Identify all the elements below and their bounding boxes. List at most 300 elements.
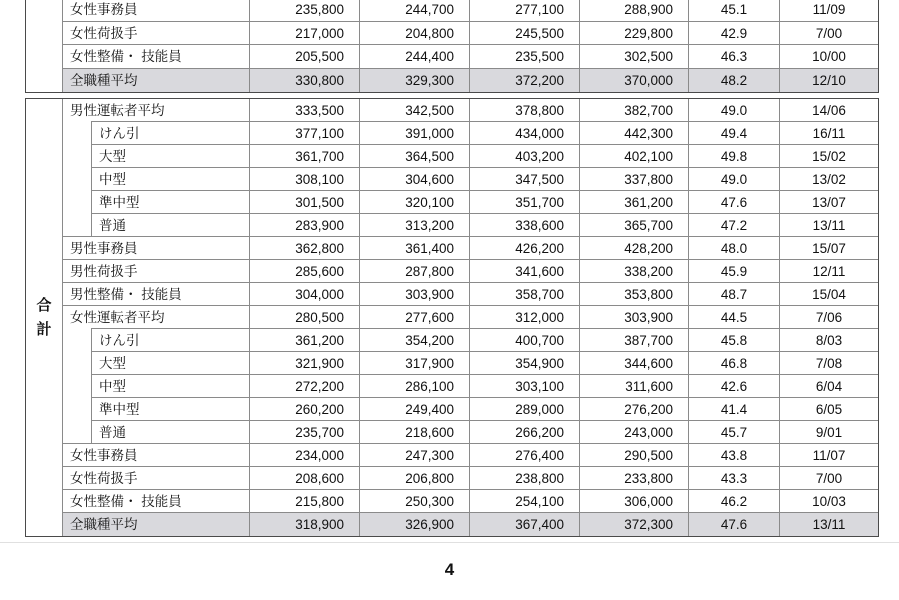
- tenure-value-cell: [779, 168, 878, 191]
- occupation-label-cell: [63, 214, 249, 237]
- wage-value-cell: [469, 352, 579, 375]
- wage-value-cell: [469, 398, 579, 421]
- wage-value-cell: [249, 467, 359, 490]
- age-value-cell: [688, 191, 779, 214]
- cell-value: 260,200: [295, 401, 344, 417]
- cell-value: 341,600: [515, 263, 564, 279]
- occupation-label: 準中型: [99, 194, 140, 210]
- cell-value: 266,200: [515, 424, 564, 440]
- value-cells: [249, 237, 878, 260]
- age-value-cell: [688, 168, 779, 191]
- table-row: [63, 145, 878, 168]
- value-cells: [249, 375, 878, 398]
- cell-value: 303,900: [405, 286, 454, 302]
- cell-value: 301,500: [295, 194, 344, 210]
- value-cells: [249, 352, 878, 375]
- wage-value-cell: [579, 283, 688, 306]
- cell-value: 367,400: [515, 516, 564, 532]
- wage-value-cell: [359, 99, 469, 122]
- value-cells: [249, 214, 878, 237]
- wage-value-cell: [359, 22, 469, 46]
- wage-value-cell: [359, 467, 469, 490]
- wage-value-cell: [359, 191, 469, 214]
- wage-value-cell: [579, 260, 688, 283]
- wage-value-cell: [469, 444, 579, 467]
- wage-value-cell: [359, 421, 469, 444]
- cell-value: 387,700: [624, 332, 673, 348]
- tenure-value-cell: [779, 375, 878, 398]
- cell-value: 215,800: [295, 493, 344, 509]
- wage-value-cell: [249, 490, 359, 513]
- cell-value: 361,400: [405, 240, 454, 256]
- wage-value-cell: [469, 191, 579, 214]
- wage-value-cell: [579, 145, 688, 168]
- cell-value: 287,800: [405, 263, 454, 279]
- occupation-label-cell: [63, 352, 249, 375]
- wage-value-cell: [249, 168, 359, 191]
- tenure-value-cell: [779, 260, 878, 283]
- wage-value-cell: [249, 99, 359, 122]
- cell-value: 6/04: [815, 378, 843, 394]
- occupation-label-cell: [63, 329, 249, 352]
- wage-value-cell: [359, 398, 469, 421]
- cell-value: 41.4: [720, 401, 748, 417]
- cell-value: 372,300: [624, 516, 673, 532]
- cell-value: 7/00: [815, 25, 843, 41]
- cell-value: 333,500: [295, 102, 344, 118]
- cell-value: 338,200: [624, 263, 673, 279]
- cell-value: 313,200: [405, 217, 454, 233]
- table-row: [63, 191, 878, 214]
- cell-value: 304,000: [295, 286, 344, 302]
- cell-value: 312,000: [515, 309, 564, 325]
- occupation-label-cell: [63, 513, 249, 536]
- wage-value-cell: [579, 421, 688, 444]
- occupation-label-cell: [63, 99, 249, 122]
- tenure-value-cell: [779, 214, 878, 237]
- cell-value: 11/09: [812, 2, 846, 17]
- cell-value: 358,700: [515, 286, 564, 302]
- value-cells: [249, 421, 878, 444]
- tenure-value-cell: [779, 513, 878, 536]
- wage-value-cell: [249, 22, 359, 46]
- age-value-cell: [688, 513, 779, 536]
- cell-value: 285,600: [295, 263, 344, 279]
- wage-value-cell: [249, 45, 359, 69]
- wage-value-cell: [249, 352, 359, 375]
- occupation-label-cell: [63, 191, 249, 214]
- cell-value: 302,500: [624, 49, 673, 64]
- wage-value-cell: [469, 490, 579, 513]
- cell-value: 208,600: [295, 470, 344, 486]
- value-cells: [249, 260, 878, 283]
- table-row: [63, 352, 878, 375]
- wage-value-cell: [469, 0, 579, 22]
- age-value-cell: [688, 237, 779, 260]
- cell-value: 306,000: [624, 493, 673, 509]
- wage-value-cell: [359, 168, 469, 191]
- cell-value: 391,000: [405, 125, 454, 141]
- cell-value: 42.6: [720, 378, 748, 394]
- age-value-cell: [688, 69, 779, 93]
- wage-value-cell: [579, 467, 688, 490]
- cell-value: 7/00: [815, 470, 843, 486]
- cell-value: 217,000: [295, 25, 344, 41]
- cell-value: 403,200: [515, 148, 564, 164]
- tenure-value-cell: [779, 45, 878, 69]
- cell-value: 47.2: [720, 217, 748, 233]
- wage-value-cell: [579, 398, 688, 421]
- cell-value: 351,700: [515, 194, 564, 210]
- cell-value: 6/05: [815, 401, 843, 417]
- cell-value: 303,900: [624, 309, 673, 325]
- value-cells: [249, 467, 878, 490]
- cell-value: 303,100: [515, 378, 564, 394]
- age-value-cell: [688, 444, 779, 467]
- age-value-cell: [688, 260, 779, 283]
- wage-value-cell: [359, 490, 469, 513]
- wage-value-cell: [579, 513, 688, 536]
- cell-value: 244,700: [405, 2, 454, 17]
- wage-value-cell: [249, 375, 359, 398]
- wage-value-cell: [249, 306, 359, 329]
- cell-value: 45.9: [720, 263, 748, 279]
- occupation-label-cell: [63, 490, 249, 513]
- age-value-cell: [688, 45, 779, 69]
- cell-value: 234,000: [295, 447, 344, 463]
- wage-value-cell: [359, 237, 469, 260]
- tenure-value-cell: [779, 237, 878, 260]
- table-section-total: [25, 98, 879, 537]
- sub-group-border: [91, 352, 92, 375]
- wage-value-cell: [469, 260, 579, 283]
- value-cells: [249, 398, 878, 421]
- cell-value: 13/02: [812, 171, 846, 187]
- table-section-top: [25, 0, 879, 93]
- occupation-label-cell: [63, 122, 249, 145]
- cell-value: 361,200: [295, 332, 344, 348]
- cell-value: 250,300: [405, 493, 454, 509]
- cell-value: 365,700: [624, 217, 673, 233]
- occupation-label: 男性運転者平均: [70, 102, 165, 118]
- value-cells: [249, 191, 878, 214]
- table-row: [63, 168, 878, 191]
- sub-group-border: [91, 122, 92, 145]
- wage-value-cell: [469, 421, 579, 444]
- value-cells: [249, 45, 878, 69]
- table-row: [63, 237, 878, 260]
- wage-value-cell: [469, 513, 579, 536]
- age-value-cell: [688, 306, 779, 329]
- age-value-cell: [688, 329, 779, 352]
- cell-value: 13/11: [812, 217, 846, 233]
- cell-value: 12/10: [812, 72, 846, 88]
- wage-value-cell: [469, 45, 579, 69]
- wage-value-cell: [469, 306, 579, 329]
- value-cells: [249, 283, 878, 306]
- occupation-label: 男性事務員: [70, 240, 138, 256]
- wage-value-cell: [359, 306, 469, 329]
- cell-value: 382,700: [624, 102, 673, 118]
- cell-value: 353,800: [624, 286, 673, 302]
- wage-value-cell: [469, 283, 579, 306]
- cell-value: 45.8: [720, 332, 748, 348]
- cell-value: 43.8: [720, 447, 748, 463]
- occupation-label: 男性荷扱手: [70, 263, 138, 279]
- cell-value: 49.4: [720, 125, 748, 141]
- table-row: [63, 490, 878, 513]
- sub-group-border: [91, 168, 92, 191]
- cell-value: 235,500: [515, 49, 564, 64]
- table-row: [63, 398, 878, 421]
- wage-value-cell: [249, 444, 359, 467]
- occupation-label: 普通: [99, 217, 126, 233]
- wage-value-cell: [249, 329, 359, 352]
- table-row: [63, 513, 878, 536]
- cell-value: 49.0: [720, 102, 748, 118]
- cell-value: 9/01: [815, 424, 843, 440]
- cell-value: 342,500: [405, 102, 454, 118]
- sub-group-border: [91, 191, 92, 214]
- wage-value-cell: [469, 145, 579, 168]
- sub-group-border: [91, 329, 92, 352]
- table-row: [63, 375, 878, 398]
- wage-value-cell: [579, 352, 688, 375]
- cell-value: 277,100: [515, 2, 564, 17]
- occupation-label: 女性運転者平均: [70, 309, 165, 325]
- wage-value-cell: [579, 69, 688, 93]
- cell-value: 11/07: [812, 447, 846, 463]
- wage-value-cell: [249, 191, 359, 214]
- age-value-cell: [688, 283, 779, 306]
- cell-value: 311,600: [625, 378, 673, 394]
- cell-value: 400,700: [515, 332, 564, 348]
- wage-value-cell: [359, 0, 469, 22]
- tenure-value-cell: [779, 467, 878, 490]
- occupation-label-cell: [63, 260, 249, 283]
- occupation-label-cell: [63, 69, 249, 93]
- table-rows: [63, 0, 878, 92]
- page-edge-line: [0, 542, 899, 543]
- table-row: [63, 122, 878, 145]
- wage-value-cell: [359, 329, 469, 352]
- cell-value: 354,900: [515, 355, 564, 371]
- cell-value: 318,900: [295, 516, 344, 532]
- cell-value: 235,800: [295, 2, 344, 17]
- wage-value-cell: [249, 69, 359, 93]
- table-row: [63, 45, 878, 69]
- value-cells: [249, 329, 878, 352]
- cell-value: 276,400: [515, 447, 564, 463]
- wage-value-cell: [249, 260, 359, 283]
- cell-value: 235,700: [295, 424, 344, 440]
- cell-value: 10/00: [812, 49, 846, 64]
- occupation-label: 女性整備・ 技能員: [70, 49, 182, 64]
- sub-group-border: [91, 375, 92, 398]
- sub-group-border: [91, 214, 92, 237]
- value-cells: [249, 0, 878, 22]
- table-row: [63, 260, 878, 283]
- cell-value: 289,000: [515, 401, 564, 417]
- group-label-char: 計: [36, 321, 52, 338]
- tenure-value-cell: [779, 490, 878, 513]
- occupation-label: 女性整備・ 技能員: [70, 493, 182, 509]
- cell-value: 46.8: [720, 355, 748, 371]
- value-cells: [249, 306, 878, 329]
- wage-value-cell: [249, 421, 359, 444]
- cell-value: 288,900: [624, 2, 673, 17]
- occupation-label: 男性整備・ 技能員: [70, 286, 182, 302]
- wage-value-cell: [579, 122, 688, 145]
- table-row: [63, 421, 878, 444]
- occupation-label-cell: [63, 375, 249, 398]
- occupation-label: 全職種平均: [70, 516, 138, 532]
- wage-value-cell: [359, 145, 469, 168]
- sub-group-border: [91, 398, 92, 421]
- wage-value-cell: [359, 69, 469, 93]
- age-value-cell: [688, 0, 779, 22]
- cell-value: 361,200: [624, 194, 673, 210]
- cell-value: 330,800: [295, 72, 344, 88]
- wage-value-cell: [579, 214, 688, 237]
- cell-value: 283,900: [295, 217, 344, 233]
- cell-value: 329,300: [405, 72, 454, 88]
- tenure-value-cell: [779, 191, 878, 214]
- wage-value-cell: [579, 306, 688, 329]
- wage-value-cell: [469, 467, 579, 490]
- wage-value-cell: [249, 122, 359, 145]
- age-value-cell: [688, 145, 779, 168]
- cell-value: 15/04: [812, 286, 846, 302]
- wage-value-cell: [579, 375, 688, 398]
- occupation-label-cell: [63, 306, 249, 329]
- cell-value: 205,500: [295, 49, 344, 64]
- tenure-value-cell: [779, 0, 878, 22]
- table-row: [63, 306, 878, 329]
- cell-value: 47.6: [720, 194, 748, 210]
- cell-value: 204,800: [405, 25, 454, 41]
- cell-value: 362,800: [295, 240, 344, 256]
- cell-value: 378,800: [515, 102, 564, 118]
- wage-value-cell: [359, 45, 469, 69]
- wage-value-cell: [249, 398, 359, 421]
- cell-value: 317,900: [405, 355, 454, 371]
- tenure-value-cell: [779, 145, 878, 168]
- wage-value-cell: [249, 513, 359, 536]
- table-rows: [63, 99, 878, 536]
- cell-value: 337,800: [624, 171, 673, 187]
- occupation-label: 全職種平均: [70, 72, 138, 88]
- cell-value: 377,100: [295, 125, 344, 141]
- cell-value: 276,200: [624, 401, 673, 417]
- value-cells: [249, 145, 878, 168]
- wage-value-cell: [249, 214, 359, 237]
- cell-value: 434,000: [515, 125, 564, 141]
- cell-value: 7/06: [815, 309, 843, 325]
- wage-value-cell: [469, 69, 579, 93]
- wage-value-cell: [359, 444, 469, 467]
- wage-value-cell: [469, 329, 579, 352]
- value-cells: [249, 168, 878, 191]
- value-cells: [249, 490, 878, 513]
- wage-value-cell: [579, 99, 688, 122]
- wage-value-cell: [359, 513, 469, 536]
- cell-value: 286,100: [405, 378, 454, 394]
- cell-value: 344,600: [624, 355, 673, 371]
- cell-value: 238,800: [515, 470, 564, 486]
- cell-value: 46.3: [720, 49, 748, 64]
- wage-value-cell: [579, 191, 688, 214]
- value-cells: [249, 22, 878, 46]
- value-cells: [249, 444, 878, 467]
- tenure-value-cell: [779, 329, 878, 352]
- age-value-cell: [688, 421, 779, 444]
- cell-value: 277,600: [405, 309, 454, 325]
- occupation-label: 女性事務員: [70, 447, 138, 463]
- wage-value-cell: [579, 490, 688, 513]
- occupation-label-cell: [63, 398, 249, 421]
- occupation-label: 準中型: [99, 401, 140, 417]
- cell-value: 47.6: [720, 516, 748, 532]
- occupation-label-cell: [63, 467, 249, 490]
- cell-value: 245,500: [515, 25, 564, 41]
- wage-value-cell: [359, 214, 469, 237]
- occupation-label-cell: [63, 45, 249, 69]
- cell-value: 426,200: [515, 240, 564, 256]
- cell-value: 320,100: [405, 194, 454, 210]
- table-row: [63, 467, 878, 490]
- group-label-cell: [26, 99, 63, 536]
- cell-value: 243,000: [624, 424, 673, 440]
- age-value-cell: [688, 352, 779, 375]
- value-cells: [249, 513, 878, 536]
- occupation-label-cell: [63, 421, 249, 444]
- cell-value: 48.2: [720, 72, 748, 88]
- wage-value-cell: [579, 329, 688, 352]
- tenure-value-cell: [779, 22, 878, 46]
- occupation-label: 普通: [99, 424, 126, 440]
- cell-value: 361,700: [295, 148, 344, 164]
- wage-value-cell: [359, 122, 469, 145]
- cell-value: 7/08: [815, 355, 843, 371]
- cell-value: 45.1: [720, 2, 748, 17]
- occupation-label: 中型: [99, 171, 126, 187]
- occupation-label: 大型: [99, 355, 126, 371]
- cell-value: 42.9: [720, 25, 748, 41]
- wage-value-cell: [249, 283, 359, 306]
- wage-value-cell: [579, 237, 688, 260]
- table-row: [63, 99, 878, 122]
- age-value-cell: [688, 398, 779, 421]
- wage-value-cell: [579, 22, 688, 46]
- cell-value: 233,800: [624, 470, 673, 486]
- wage-value-cell: [249, 237, 359, 260]
- cell-value: 354,200: [405, 332, 454, 348]
- cell-value: 48.0: [720, 240, 748, 256]
- cell-value: 321,900: [295, 355, 344, 371]
- cell-value: 442,300: [624, 125, 673, 141]
- occupation-label: けん引: [99, 332, 140, 348]
- group-label-char: 合: [36, 297, 52, 314]
- age-value-cell: [688, 214, 779, 237]
- occupation-label: 女性荷扱手: [70, 25, 138, 41]
- cell-value: 229,800: [624, 25, 673, 41]
- cell-value: 48.7: [720, 286, 748, 302]
- occupation-label-cell: [63, 283, 249, 306]
- cell-value: 49.0: [720, 171, 748, 187]
- value-cells: [249, 69, 878, 93]
- cell-value: 15/02: [812, 148, 846, 164]
